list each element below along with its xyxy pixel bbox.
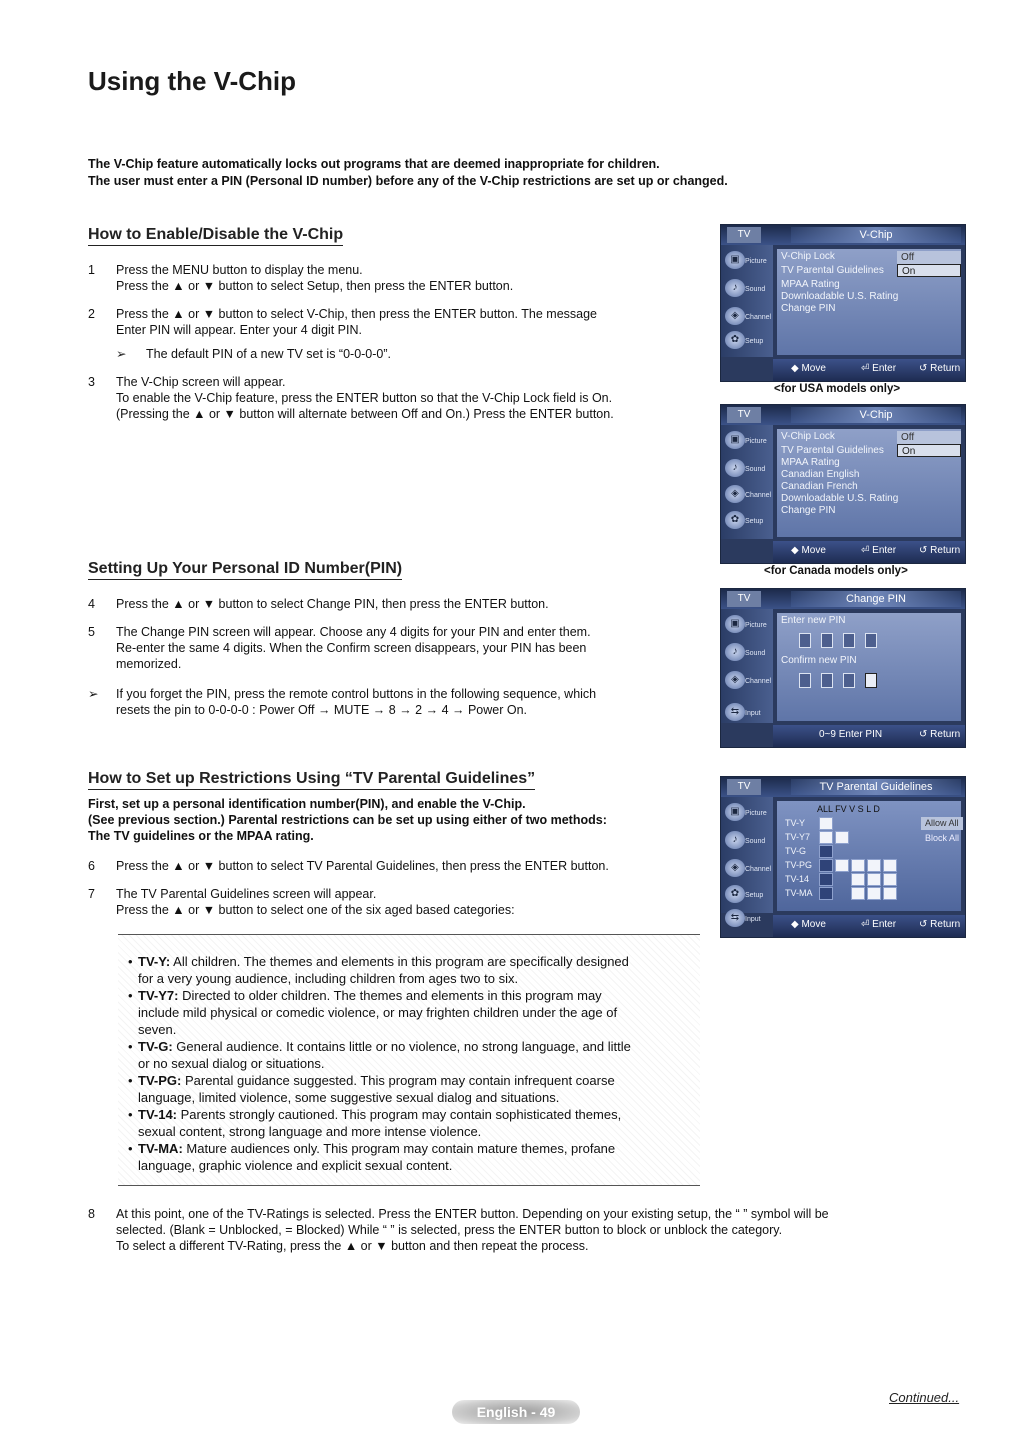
definition-text: language, limited violence, some suggestive sexual dialog and situations. <box>138 1090 560 1105</box>
step-line: The Change PIN screen will appear. Choose any 4 digits for your PIN and enter them. <box>116 625 591 639</box>
definition-text: include mild physical or comedic violence, or may frighten children under the age of <box>138 1005 618 1020</box>
step-line: Press the ▲ or ▼ button to select TV Parental Guidelines, then press the ENTER button. <box>116 859 609 873</box>
rating-grid-cell[interactable] <box>883 887 897 900</box>
rating-grid-cell[interactable] <box>883 873 897 886</box>
setup-icon: ✿ <box>725 331 745 349</box>
step-number: 7 <box>88 887 95 901</box>
tv-screen-vchip-canada <box>720 404 966 564</box>
tv-footer <box>773 725 965 747</box>
step-6 <box>88 858 708 874</box>
step-7 <box>88 886 708 918</box>
return-hint: ↺ Return <box>919 919 961 930</box>
pin-digit-box[interactable] <box>865 633 877 648</box>
tv-tab: TV <box>727 227 761 243</box>
step-line: The V-Chip screen will appear. <box>116 375 286 389</box>
definition-tv-y7: • TV-Y7: Directed to older children. The themes and elements in this program may include mild physical or comedic violence, or may frighten children under the age of seven. <box>128 987 688 1038</box>
parental-intro-line: First, set up a personal identification number(PIN), and enable the V-Chip. <box>88 797 526 811</box>
step-number: 2 <box>88 307 95 321</box>
side-picture: ▣ Picture <box>725 613 771 637</box>
rating-grid-cell[interactable] <box>851 887 865 900</box>
setup-icon: ✿ <box>725 885 745 903</box>
step-line: Press the ▲ or ▼ button to select Change PIN, then press the ENTER button. <box>116 597 549 611</box>
menu-item[interactable]: V-Chip Lock <box>781 431 835 442</box>
definition-text: seven. <box>138 1022 177 1037</box>
tv-tab: TV <box>727 407 761 423</box>
step-line: Press the MENU button to display the menu. <box>116 263 363 277</box>
note-text: The default PIN of a new TV set is “0-0-0-0”. <box>146 347 392 361</box>
side-picture: ▣ Picture <box>725 801 771 825</box>
tv-screen-change-pin <box>720 588 966 748</box>
step-line: Re-enter the same 4 digits. When the Confirm screen disappears, your PIN has been <box>116 641 587 655</box>
enter-hint: ⏎ Enter <box>861 363 897 374</box>
tv-screen-vchip-usa <box>720 224 966 382</box>
rating-row-label[interactable]: TV-PG <box>785 860 813 870</box>
definition-text: Mature audiences only. This program may contain mature themes, profane <box>186 1141 616 1156</box>
definition-text: for a very young audience, including children from ages two to six. <box>138 971 519 986</box>
definition-term: TV-Y: <box>138 954 171 969</box>
side-setup: ✿ Setup <box>725 329 771 353</box>
side-channel: ◈ Channel <box>725 483 771 507</box>
definition-text: language, graphic violence and explicit sexual content. <box>138 1158 453 1173</box>
side-setup: ✿ Setup <box>725 883 771 907</box>
enter-pin-hint: 0~9 Enter PIN <box>819 729 883 740</box>
rating-grid-header: ALL FV V S L D <box>817 804 880 814</box>
confirm-digit-box-active[interactable] <box>865 673 877 688</box>
rating-grid-cell[interactable] <box>883 859 897 872</box>
definition-tv-14: • TV-14: Parents strongly cautioned. This program may contain sophisticated themes, sexual content, strong language and more intense violence. <box>128 1106 688 1140</box>
definition-term: TV-G: <box>138 1039 173 1054</box>
definition-tv-pg: • TV-PG: Parental guidance suggested. This program may contain infrequent coarse language, limited violence, some suggestive sexual dialog and situations. <box>128 1072 688 1106</box>
block-all-button[interactable]: Block All <box>925 833 960 843</box>
step-number: 4 <box>88 597 95 611</box>
menu-item[interactable]: TV Parental Guidelines <box>781 265 884 276</box>
allow-all-button[interactable]: Allow All <box>921 817 963 830</box>
menu-item[interactable]: Canadian English <box>781 469 860 480</box>
screen-title: V-Chip <box>791 407 961 423</box>
confirm-digit-box[interactable] <box>821 673 833 688</box>
rating-row-label[interactable]: TV-MA <box>785 888 813 898</box>
rating-grid-cell[interactable] <box>851 873 865 886</box>
step-4 <box>88 596 708 612</box>
tv-tab: TV <box>727 591 761 607</box>
rating-row-label[interactable]: TV-Y7 <box>785 832 811 842</box>
side-sound: ♪ Sound <box>725 829 771 853</box>
lock-icon[interactable] <box>835 831 849 844</box>
note-arrow-icon: ➢ <box>116 347 127 361</box>
lock-value-option[interactable]: On <box>897 264 961 277</box>
tv-footer <box>773 541 965 563</box>
continued-link: Continued... <box>889 1390 960 1405</box>
return-hint: ↺ Return <box>919 545 961 556</box>
definition-text: General audience. It contains little or no violence, no strong language, and little <box>176 1039 631 1054</box>
note-line <box>116 346 708 362</box>
pin-digit-box[interactable] <box>843 633 855 648</box>
step-5 <box>88 624 708 672</box>
step-line: To enable the V-Chip feature, press the ENTER button so that the V-Chip Lock field is On. <box>116 391 613 405</box>
step-line: (Pressing the ▲ or ▼ button will alternate between Off and On.) Press the ENTER button. <box>116 407 614 421</box>
screen-title: TV Parental Guidelines <box>791 779 961 795</box>
channel-icon: ◈ <box>725 859 745 877</box>
step-number: 3 <box>88 375 95 389</box>
channel-icon: ◈ <box>725 307 745 325</box>
definition-text: or no sexual dialog or situations. <box>138 1056 325 1071</box>
tv-footer <box>773 359 965 381</box>
step-number: 1 <box>88 263 95 277</box>
rating-row-label[interactable]: TV-14 <box>785 874 810 884</box>
step-line: Press the ▲ or ▼ button to select Setup, then press the ENTER button. <box>116 279 514 293</box>
side-input: ⇆ Input <box>725 907 771 931</box>
rating-grid-cell[interactable] <box>819 859 833 872</box>
lock-value[interactable]: Off <box>897 251 961 264</box>
setup-icon: ✿ <box>725 511 745 529</box>
side-channel: ◈ Channel <box>725 857 771 881</box>
return-hint: ↺ Return <box>919 729 961 740</box>
side-channel: ◈ Channel <box>725 305 771 329</box>
menu-item[interactable]: V-Chip Lock <box>781 251 835 262</box>
rating-grid-cell[interactable] <box>819 887 833 900</box>
note-line: resets the pin to 0-0-0-0 : Power Off → MUTE → 8 → 2 → 4 → Power On. <box>116 703 528 717</box>
step-8 <box>88 1206 988 1254</box>
definition-text: Parental guidance suggested. This program may contain infrequent coarse <box>184 1073 615 1088</box>
definition-text: All children. The themes and elements in this program are specifically designed <box>173 954 629 969</box>
menu-item[interactable]: Downloadable U.S. Rating <box>781 291 899 302</box>
confirm-pin-label: Confirm new PIN <box>781 655 857 666</box>
confirm-digit-box[interactable] <box>843 673 855 688</box>
step-line: At this point, one of the TV-Ratings is selected. Press the ENTER button. Depending on your existing setup, the “ ” symbol will be <box>116 1207 829 1221</box>
step-line: memorized. <box>116 657 182 671</box>
note-arrow-icon: ➢ <box>88 687 99 701</box>
picture-icon: ▣ <box>725 431 745 449</box>
step-line: Press the ▲ or ▼ button to select V-Chip, then press the ENTER button. The message <box>116 307 597 321</box>
pin-digit-box[interactable] <box>799 633 811 648</box>
confirm-digit-box[interactable] <box>799 673 811 688</box>
step-number: 6 <box>88 859 95 873</box>
move-hint: ◆ Move <box>791 919 826 930</box>
definition-text: sexual content, strong language and more intense violence. <box>138 1124 482 1139</box>
enter-hint: ⏎ Enter <box>861 545 897 556</box>
menu-item[interactable]: Downloadable U.S. Rating <box>781 493 899 504</box>
input-icon: ⇆ <box>725 909 745 927</box>
lock-icon[interactable] <box>819 817 833 830</box>
input-icon: ⇆ <box>725 703 745 721</box>
menu-item[interactable]: Change PIN <box>781 303 836 314</box>
channel-icon: ◈ <box>725 671 745 689</box>
move-hint: ◆ Move <box>791 363 826 374</box>
enter-pin-label: Enter new PIN <box>781 615 846 626</box>
menu-item[interactable]: Canadian French <box>781 481 858 492</box>
screen-title: Change PIN <box>791 591 961 607</box>
step-3 <box>88 374 708 422</box>
step-2 <box>88 306 708 362</box>
sound-icon: ♪ <box>725 279 745 297</box>
parental-intro-line: (See previous section.) Parental restrictions can be set up using either of two methods: <box>88 813 607 827</box>
rating-grid-cell[interactable] <box>867 887 881 900</box>
enter-hint: ⏎ Enter <box>861 919 897 930</box>
intro-line: The V-Chip feature automatically locks out programs that are deemed inappropriate for children. <box>88 157 660 171</box>
intro-text <box>88 156 988 190</box>
lock-value-option[interactable]: On <box>897 444 961 457</box>
rating-grid-cell[interactable] <box>867 873 881 886</box>
caption-canada: <for Canada models only> <box>764 565 908 577</box>
rating-grid-cell[interactable] <box>819 845 833 858</box>
side-sound: ♪ Sound <box>725 641 771 665</box>
side-setup: ✿ Setup <box>725 509 771 533</box>
move-hint: ◆ Move <box>791 545 826 556</box>
rating-grid-cell[interactable] <box>819 873 833 886</box>
channel-icon: ◈ <box>725 485 745 503</box>
sound-icon: ♪ <box>725 459 745 477</box>
sound-icon: ♪ <box>725 831 745 849</box>
definition-tv-ma: • TV-MA: Mature audiences only. This program may contain mature themes, profane language, graphic violence and explicit sexual content. <box>128 1140 688 1174</box>
picture-icon: ▣ <box>725 803 745 821</box>
picture-icon: ▣ <box>725 615 745 633</box>
side-sound: ♪ Sound <box>725 457 771 481</box>
section-heading-enable-vchip: How to Enable/Disable the V-Chip <box>88 226 343 246</box>
rating-grid-cell[interactable] <box>851 859 865 872</box>
parental-intro <box>88 796 728 844</box>
page-number-badge: English - 49 <box>452 1400 580 1424</box>
menu-item[interactable]: Change PIN <box>781 505 836 516</box>
forgot-pin-note <box>88 686 708 718</box>
side-input: ⇆ Input <box>725 701 771 725</box>
definition-text: Directed to older children. The themes and elements in this program may <box>182 988 602 1003</box>
pin-panel <box>777 613 961 721</box>
side-picture: ▣ Picture <box>725 429 771 453</box>
definition-tv-y: • TV-Y: All children. The themes and elements in this program are specifically designed for a very young audience, including children from ages two to six. <box>128 953 688 987</box>
menu-item[interactable]: MPAA Rating <box>781 279 840 290</box>
step-line: selected. (Blank = Unblocked, = Blocked) While “ ” is selected, press the ENTER button to block or unblock the category. <box>116 1223 783 1237</box>
rating-definitions <box>118 934 700 1186</box>
tv-screen-parental-guidelines <box>720 776 966 938</box>
rating-grid-cell[interactable] <box>867 859 881 872</box>
side-channel: ◈ Channel <box>725 669 771 693</box>
return-hint: ↺ Return <box>919 363 961 374</box>
step-line: Press the ▲ or ▼ button to select one of the six aged based categories: <box>116 903 515 917</box>
step-number: 5 <box>88 625 95 639</box>
step-line: Enter PIN will appear. Enter your 4 digit PIN. <box>116 323 362 337</box>
rating-grid-cell[interactable] <box>835 859 849 872</box>
definition-term: TV-MA: <box>138 1141 183 1156</box>
intro-line: The user must enter a PIN (Personal ID number) before any of the V-Chip restrictions are set up or changed. <box>88 174 728 188</box>
note-line: If you forget the PIN, press the remote control buttons in the following sequence, which <box>116 687 597 701</box>
step-1 <box>88 262 708 294</box>
rating-row-label[interactable]: TV-G <box>785 846 807 856</box>
side-picture: ▣ Picture <box>725 249 771 273</box>
pin-digit-box[interactable] <box>821 633 833 648</box>
step-line: The TV Parental Guidelines screen will appear. <box>116 887 377 901</box>
tv-footer <box>773 915 965 937</box>
menu-item[interactable]: TV Parental Guidelines <box>781 445 884 456</box>
section-heading-parental-guidelines: How to Set up Restrictions Using “TV Parental Guidelines” <box>88 770 535 790</box>
sound-icon: ♪ <box>725 643 745 661</box>
step-number: 8 <box>88 1207 95 1221</box>
step-line: To select a different TV-Rating, press the ▲ or ▼ button and then repeat the process. <box>116 1239 589 1253</box>
definition-text: Parents strongly cautioned. This program may contain sophisticated themes, <box>180 1107 622 1122</box>
rating-row-label[interactable]: TV-Y <box>785 818 806 828</box>
definition-term: TV-Y7: <box>138 988 179 1003</box>
lock-icon[interactable] <box>819 831 833 844</box>
lock-value[interactable]: Off <box>897 431 961 444</box>
side-sound: ♪ Sound <box>725 277 771 301</box>
definition-tv-g: • TV-G: General audience. It contains little or no violence, no strong language, and little or no sexual dialog or situations. <box>128 1038 688 1072</box>
caption-usa: <for USA models only> <box>774 383 901 395</box>
section-heading-setup-pin: Setting Up Your Personal ID Number(PIN) <box>88 560 402 580</box>
page-title: Using the V-Chip <box>88 66 296 96</box>
definition-term: TV-14: <box>138 1107 178 1122</box>
tv-tab: TV <box>727 779 761 795</box>
parental-intro-line: The TV guidelines or the MPAA rating. <box>88 829 314 843</box>
menu-item[interactable]: MPAA Rating <box>781 457 840 468</box>
picture-icon: ▣ <box>725 251 745 269</box>
screen-title: V-Chip <box>791 227 961 243</box>
definition-term: TV-PG: <box>138 1073 182 1088</box>
